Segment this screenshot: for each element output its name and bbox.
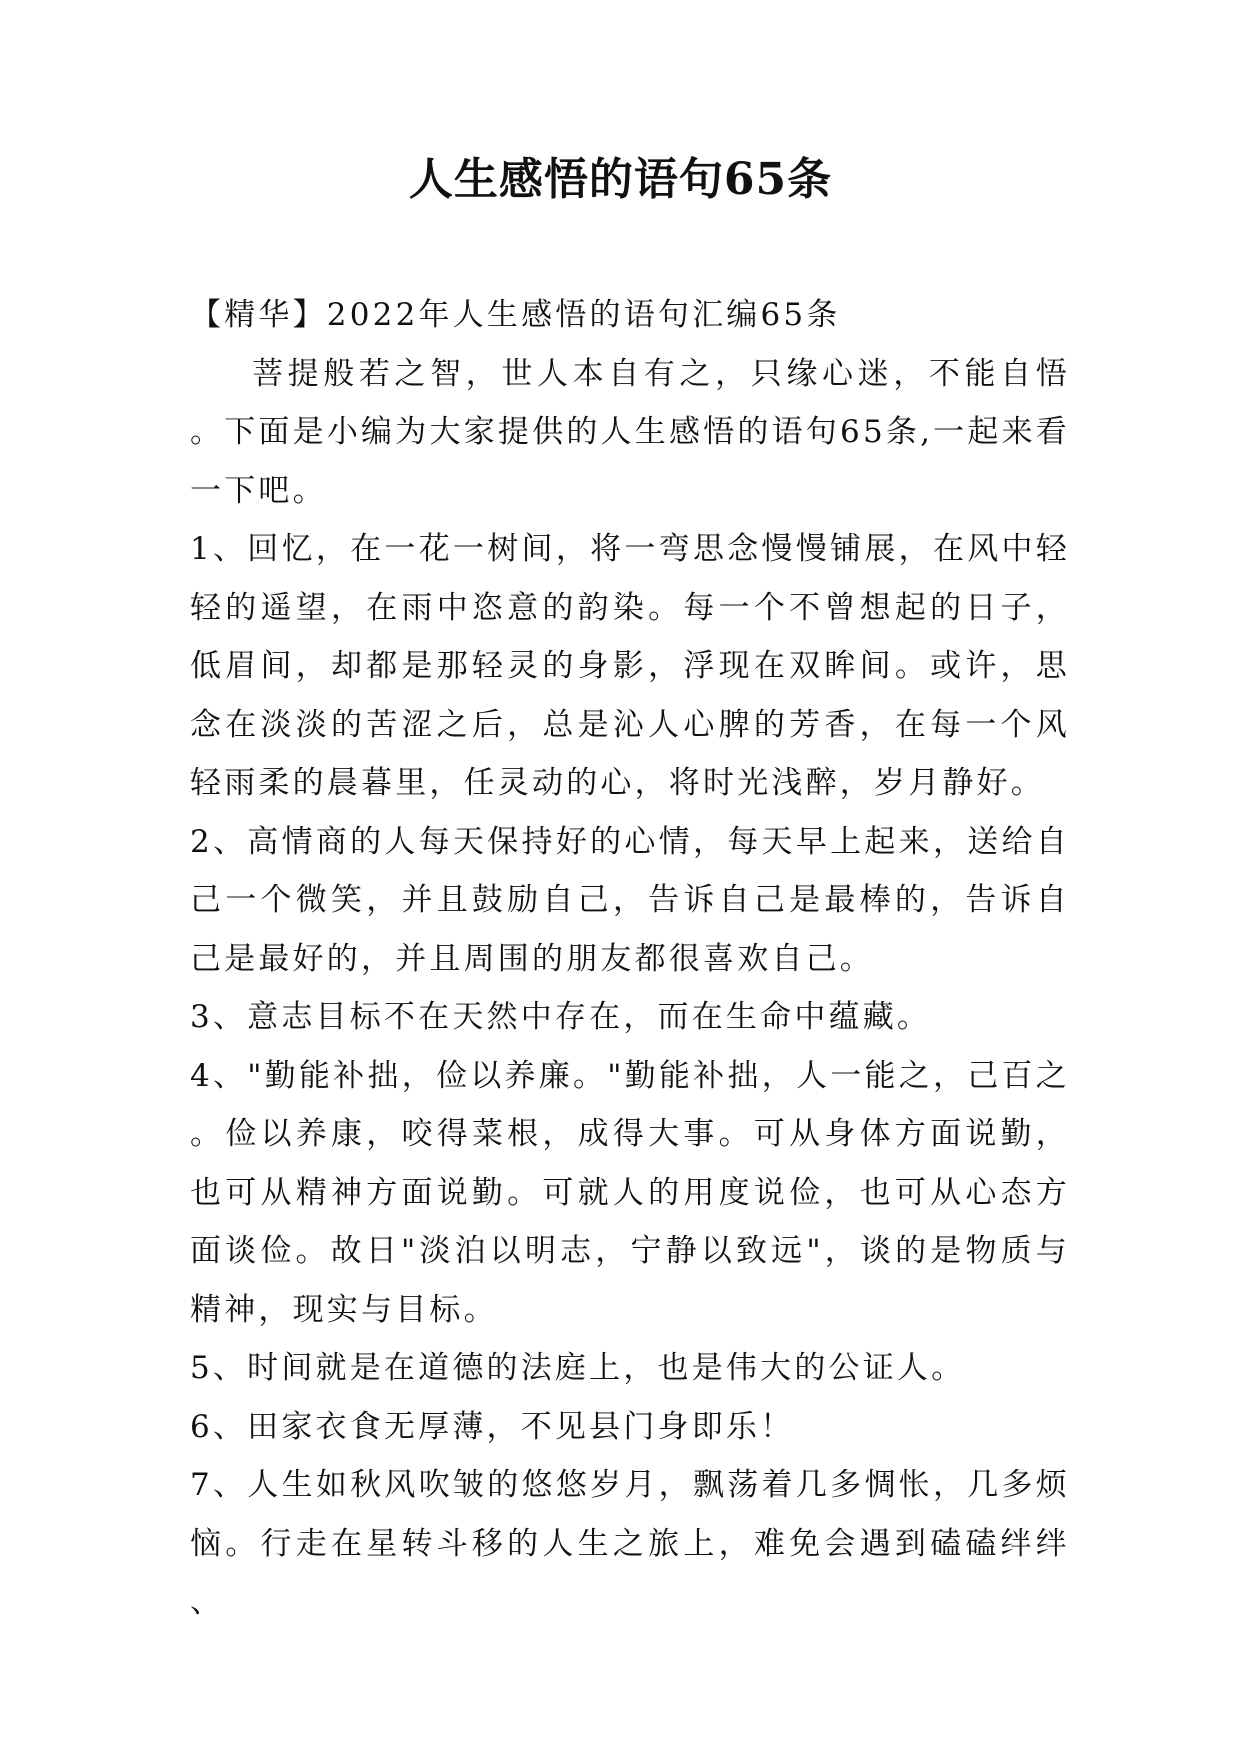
list-item-3: 3、意志目标不在天然中存在，而在生命中蕴藏。 bbox=[190, 999, 932, 1035]
list-item-1: 1、回忆，在一花一树间，将一弯思念慢慢铺展，在风中轻轻的遥望，在雨中恣意的韵染。每一个不曾想起的日子，低眉间，却都是那轻灵的身影，浮现在双眸间。或许，思念在淡淡的苦涩之后，总是沁人心脾的芳香，在每一个风轻雨柔的晨暮里，任灵动的心，将时光浅醉，岁月静好。 bbox=[190, 531, 1070, 801]
list-item-6: 6、田家衣食无厚薄，不见县门身即乐！ bbox=[190, 1408, 795, 1445]
list-item-5: 5、时间就是在道德的法庭上，也是伟大的公证人。 bbox=[190, 1350, 966, 1386]
list-item-4: 4、"勤能补拙，俭以养廉。"勤能补拙，人一能之，己百之。俭以养康，咬得菜根，成得大事。可从身体方面说勤，也可从精神方面说勤。可就人的用度说俭，也可从心态方面谈俭。故日"淡泊以明志，宁静以致远"，谈的是物质与精神，现实与目标。 bbox=[190, 1057, 1070, 1328]
list-item-2: 2、高情商的人每天保持好的心情，每天早上起来，送给自己一个微笑，并且鼓励自己，告诉自己是最棒的，告诉自己是最好的，并且周围的朋友都很喜欢自己。 bbox=[190, 823, 1070, 977]
list-item-7: 7、人生如秋风吹皱的悠悠岁月，飘荡着几多惆怅，几多烦恼。行走在星转斗移的人生之旅上，难免会遇到磕磕绊绊、 bbox=[190, 1467, 1070, 1620]
document-body bbox=[190, 286, 1070, 1632]
document-subtitle: 【精华】2022年人生感悟的语句汇编65条 bbox=[190, 297, 841, 333]
document-title: 人生感悟的语句65条 bbox=[408, 154, 833, 205]
intro-paragraph: 菩提般若之智，世人本自有之，只缘心迷，不能自悟。下面是小编为大家提供的人生感悟的语句65条,一起来看一下吧。 bbox=[190, 355, 1070, 509]
